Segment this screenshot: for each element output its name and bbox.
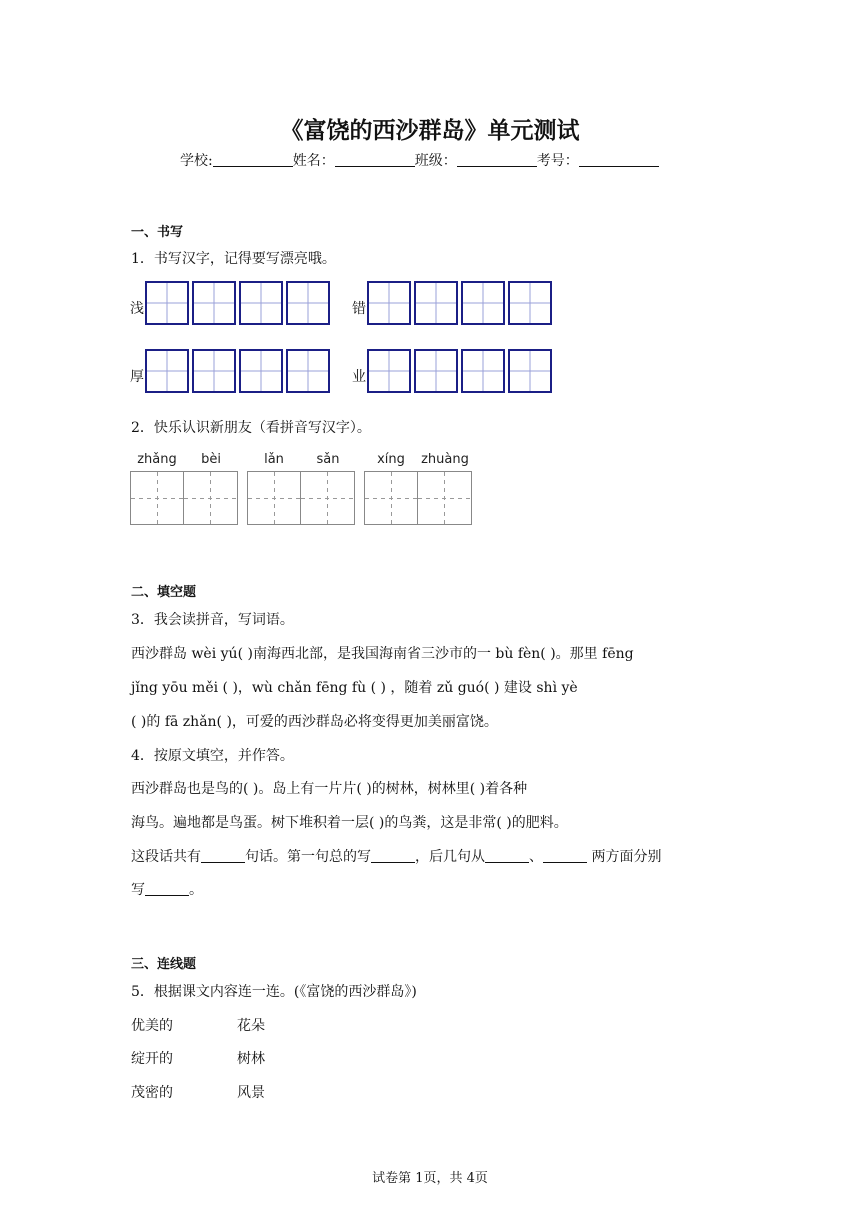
mi-box[interactable] [418, 471, 472, 525]
char-label-ye: 业 [352, 369, 366, 385]
answer-blank[interactable] [543, 849, 587, 863]
question-3: 3．我会读拼音，写词语。 [131, 612, 294, 628]
page-title: 《富饶的西沙群岛》单元测试 [280, 118, 580, 144]
answer-blank[interactable] [485, 849, 529, 863]
class-blank[interactable] [457, 153, 537, 167]
tian-box[interactable] [461, 349, 505, 393]
match-right-item[interactable]: 风景 [237, 1085, 265, 1101]
q3-text-line: 西沙群岛 wèi yú( )南海西北部，是我国海南省三沙市的一 bù fèn( )。那里 fēng [131, 646, 634, 662]
exam-number-blank[interactable] [579, 153, 659, 167]
tian-grid-row-hou [145, 349, 330, 393]
question-2: 2．快乐认识新朋友（看拼音写汉字）。 [131, 420, 371, 436]
q4-text-line: 西沙群岛也是鸟的( )。岛上有一片片( )的树林，树林里( )着各种 [131, 781, 528, 797]
pinyin-label: zhǎng [137, 452, 177, 467]
pinyin-group-2 [247, 452, 355, 525]
mi-box[interactable] [364, 471, 418, 525]
pinyin-group-1 [130, 452, 238, 525]
q4-ask-line-2 [131, 879, 203, 899]
tian-grid-row-cuo [367, 281, 552, 325]
tian-box[interactable] [192, 281, 236, 325]
tian-box[interactable] [414, 349, 458, 393]
tian-box[interactable] [367, 281, 411, 325]
question-4: 4．按原文填空，并作答。 [131, 748, 294, 764]
tian-box[interactable] [192, 349, 236, 393]
school-blank[interactable] [213, 153, 293, 167]
match-left-item[interactable]: 茂密的 [131, 1085, 173, 1101]
q3-text-line: ( )的 fā zhǎn( )，可爱的西沙群岛必将变得更加美丽富饶。 [131, 714, 498, 730]
class-label: 班级： [414, 153, 457, 169]
match-left-item[interactable]: 优美的 [131, 1018, 173, 1034]
school-label: 学校: [180, 153, 213, 169]
pinyin-label: sǎn [316, 452, 340, 467]
pinyin-group-3 [364, 452, 472, 525]
pinyin-label: lǎn [264, 452, 284, 467]
student-info-line [180, 150, 659, 170]
question-5: 5．根据课文内容连一连。(《富饶的西沙群岛》) [131, 984, 417, 1000]
tian-box[interactable] [145, 349, 189, 393]
tian-grid-row-ye [367, 349, 552, 393]
tian-box[interactable] [508, 349, 552, 393]
section-heading-writing: 一、书写 [131, 225, 184, 240]
name-blank[interactable] [335, 153, 415, 167]
answer-blank[interactable] [201, 849, 245, 863]
q3-text-line: jǐng yōu měi ( )，wù chǎn fēng fù ( ) ，随着 zǔ guó( ) 建设 shì yè [131, 680, 578, 696]
tian-box[interactable] [286, 349, 330, 393]
q4-ask-text: 、 [529, 849, 543, 865]
char-label-hou: 厚 [130, 369, 144, 385]
mi-box[interactable] [184, 471, 238, 525]
q4-ask-text: 句话。第一句总的写 [245, 849, 371, 865]
q4-ask-text: 写 [131, 882, 145, 898]
tian-grid-row-qian [145, 281, 330, 325]
tian-box[interactable] [239, 349, 283, 393]
mi-box[interactable] [301, 471, 355, 525]
pinyin-label: xíng [377, 452, 405, 467]
tian-box[interactable] [367, 349, 411, 393]
tian-box[interactable] [145, 281, 189, 325]
q4-ask-text: 这段话共有 [131, 849, 201, 865]
q4-text-line: 海鸟。遍地都是鸟蛋。树下堆积着一层( )的鸟粪，这是非常( )的肥料。 [131, 815, 568, 831]
pinyin-label: zhuàng [421, 452, 469, 467]
page-footer: 试卷第 1页，共 4页 [372, 1171, 488, 1186]
mi-box[interactable] [247, 471, 301, 525]
name-label: 姓名： [292, 153, 335, 169]
answer-blank[interactable] [371, 849, 415, 863]
exam-number-label: 考号： [536, 153, 579, 169]
tian-box[interactable] [239, 281, 283, 325]
section-heading-matching: 三、连线题 [131, 957, 197, 972]
q4-ask-line [131, 846, 661, 866]
match-left-item[interactable]: 绽开的 [131, 1051, 173, 1067]
tian-box[interactable] [286, 281, 330, 325]
char-label-cuo: 错 [352, 301, 366, 317]
mi-box[interactable] [130, 471, 184, 525]
char-label-qian: 浅 [130, 301, 144, 317]
question-1: 1．书写汉字，记得要写漂亮哦。 [131, 251, 336, 267]
q4-ask-text: 。 [189, 882, 203, 898]
match-right-item[interactable]: 树林 [237, 1051, 265, 1067]
tian-box[interactable] [508, 281, 552, 325]
answer-blank[interactable] [145, 882, 189, 896]
tian-box[interactable] [414, 281, 458, 325]
pinyin-label: bèi [201, 452, 221, 467]
section-heading-fill-blank: 二、填空题 [131, 585, 197, 600]
tian-box[interactable] [461, 281, 505, 325]
match-right-item[interactable]: 花朵 [237, 1018, 265, 1034]
q4-ask-text: 两方面分别 [587, 849, 662, 865]
q4-ask-text: ，后几句从 [415, 849, 485, 865]
